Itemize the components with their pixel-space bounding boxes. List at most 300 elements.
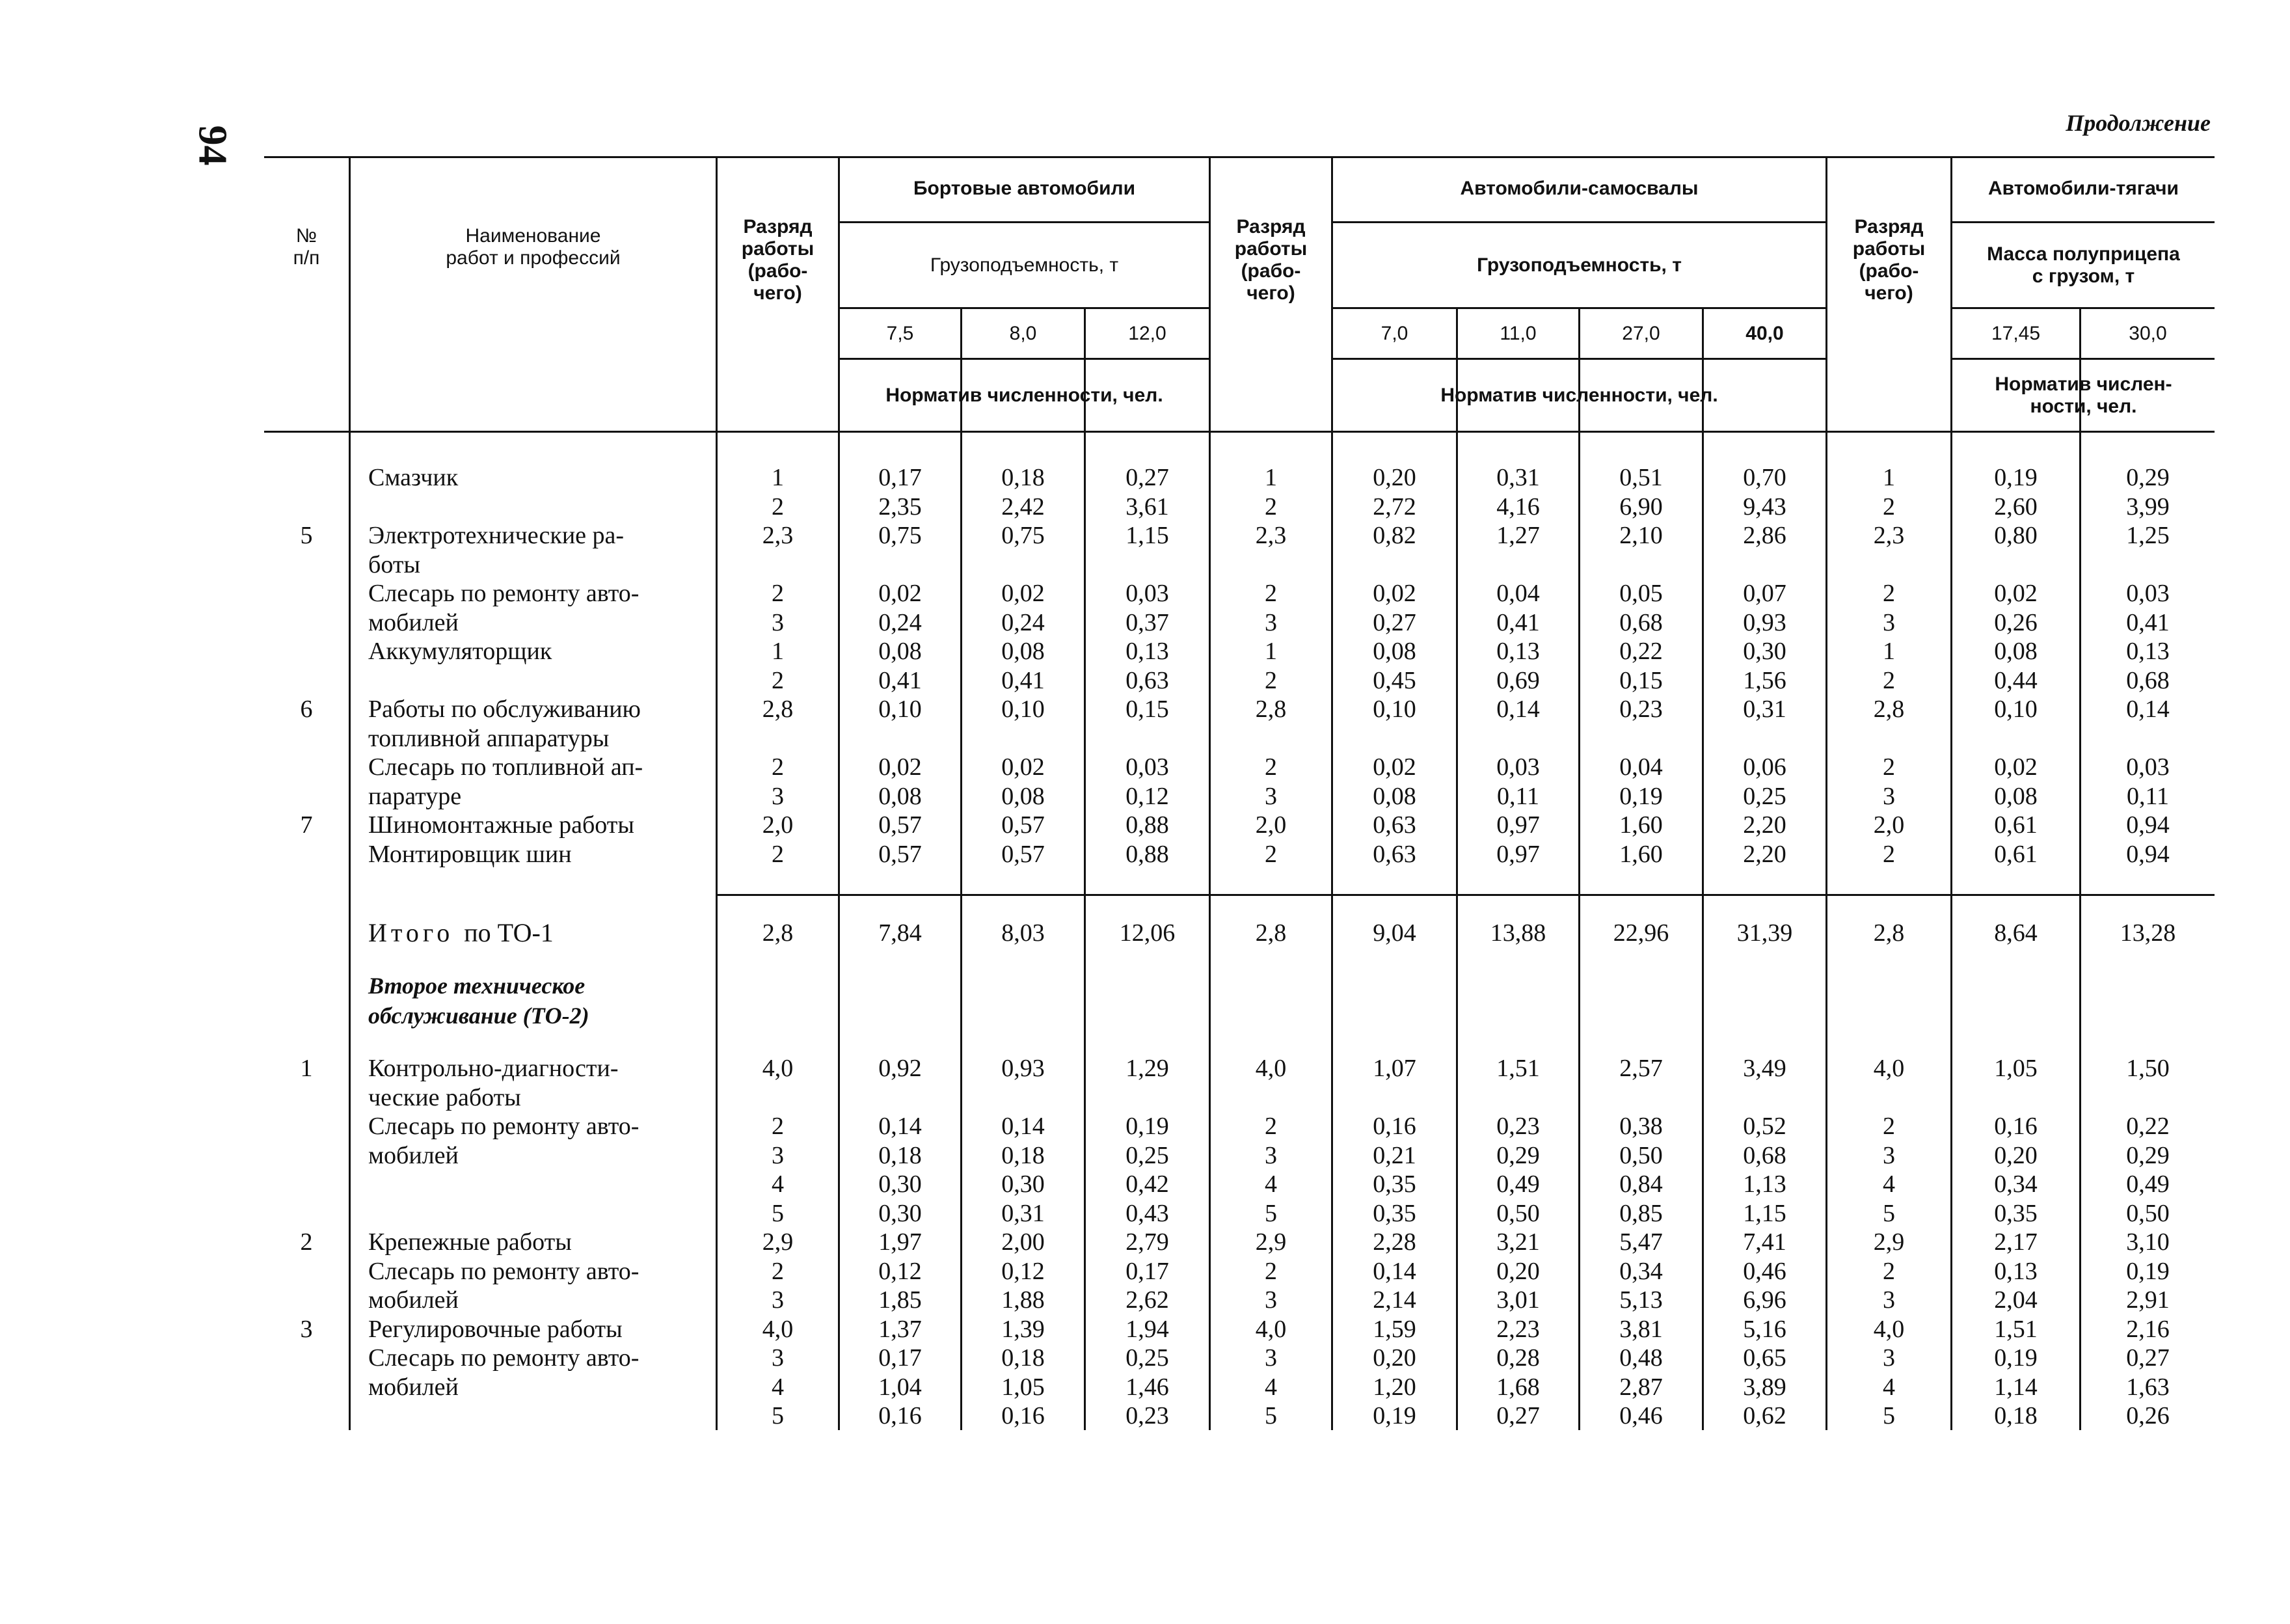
- value-cell: 0,82: [1373, 522, 1416, 549]
- value-cell: 0,57: [878, 811, 922, 839]
- rank-cell: 2,0: [762, 811, 794, 839]
- value-cell: 1,60: [1619, 811, 1663, 839]
- total-value: 31,39: [1736, 919, 1793, 947]
- header-group3-norm: Норматив числен- ности, чел.: [1995, 373, 2172, 417]
- value-cell: 0,50: [2126, 1199, 2170, 1227]
- rank-cell: 2: [1265, 493, 1277, 521]
- value-cell: 0,19: [1994, 464, 2038, 491]
- value-cell: 3,81: [1619, 1315, 1663, 1343]
- rank-cell: 4,0: [1255, 1315, 1287, 1343]
- rank-cell: 1: [1883, 464, 1895, 491]
- value-cell: 1,46: [1125, 1373, 1169, 1401]
- value-cell: 0,18: [878, 1141, 922, 1169]
- value-cell: 0,23: [1496, 1113, 1540, 1140]
- value-cell: 1,07: [1373, 1055, 1416, 1082]
- row-number: 2: [300, 1228, 313, 1256]
- value-cell: 1,60: [1619, 840, 1663, 868]
- value-cell: 0,57: [1001, 811, 1045, 839]
- rank-cell: 4: [772, 1171, 784, 1198]
- value-cell: 0,19: [1619, 782, 1663, 810]
- value-cell: 0,68: [1619, 608, 1663, 636]
- rank-cell: 2,0: [1873, 811, 1905, 839]
- value-cell: 0,10: [1001, 696, 1045, 723]
- value-cell: 0,02: [1001, 753, 1045, 781]
- value-cell: 0,48: [1619, 1344, 1663, 1372]
- rank-cell: 3: [1883, 1286, 1895, 1314]
- value-cell: 2,91: [2126, 1286, 2170, 1314]
- rank-cell: 2,9: [1255, 1228, 1287, 1256]
- rank-cell: 3: [772, 782, 784, 810]
- value-cell: 0,57: [1001, 840, 1045, 868]
- value-cell: 0,02: [1001, 580, 1045, 607]
- value-cell: 1,14: [1994, 1373, 2038, 1401]
- value-cell: 0,08: [1001, 782, 1045, 810]
- rank-cell: 5: [772, 1402, 784, 1429]
- value-cell: 2,57: [1619, 1055, 1663, 1082]
- work-name: Аккумуляторщик: [368, 638, 552, 665]
- value-cell: 3,01: [1496, 1286, 1540, 1314]
- value-cell: 2,79: [1125, 1228, 1169, 1256]
- value-cell: 9,43: [1743, 493, 1786, 521]
- value-cell: 0,03: [2126, 753, 2170, 781]
- rank-cell: 5: [1883, 1199, 1895, 1227]
- work-name: Слесарь по ремонту авто-: [368, 1113, 640, 1140]
- total-value: 12,06: [1119, 919, 1176, 947]
- value-cell: 0,22: [1619, 638, 1663, 665]
- work-name: мобилей: [368, 608, 459, 636]
- header-group1-col-1: 7,5: [886, 322, 914, 344]
- value-cell: 0,27: [2126, 1344, 2170, 1372]
- value-cell: 0,63: [1373, 811, 1416, 839]
- value-cell: 0,35: [1994, 1199, 2038, 1227]
- value-cell: 1,51: [1994, 1315, 2038, 1343]
- header-group3-col-2: 30,0: [2129, 322, 2167, 344]
- rank-cell: 1: [772, 464, 784, 491]
- value-cell: 1,13: [1743, 1171, 1786, 1198]
- row-number: 1: [300, 1055, 313, 1082]
- value-cell: 0,20: [1373, 464, 1416, 491]
- total-rank: 2,8: [762, 919, 794, 947]
- value-cell: 0,19: [1373, 1402, 1416, 1429]
- value-cell: 0,97: [1496, 840, 1540, 868]
- header-group2-col-3: 27,0: [1622, 322, 1660, 344]
- col-divider-name: [349, 156, 351, 1430]
- value-cell: 0,61: [1994, 811, 2038, 839]
- header-group2-col-1: 7,0: [1381, 322, 1408, 344]
- value-cell: 0,08: [1373, 638, 1416, 665]
- value-cell: 1,88: [1001, 1286, 1045, 1314]
- section-title-to2: Второе техническое обслуживание (ТО-2): [368, 973, 589, 1029]
- total-label-rest: по ТО-1: [464, 918, 554, 947]
- value-cell: 2,14: [1373, 1286, 1416, 1314]
- rank-cell: 2: [1265, 580, 1277, 607]
- rank-cell: 1: [1265, 464, 1277, 491]
- value-cell: 0,02: [1373, 753, 1416, 781]
- value-cell: 1,94: [1125, 1315, 1169, 1343]
- value-cell: 0,34: [1994, 1171, 2038, 1198]
- value-cell: 0,41: [878, 666, 922, 694]
- value-cell: 0,03: [1125, 753, 1169, 781]
- value-cell: 3,10: [2126, 1228, 2170, 1256]
- rank-cell: 2: [772, 666, 784, 694]
- value-cell: 0,13: [1496, 638, 1540, 665]
- header-group2-col-2: 11,0: [1500, 322, 1537, 344]
- value-cell: 0,29: [1496, 1141, 1540, 1169]
- value-cell: 2,28: [1373, 1228, 1416, 1256]
- value-cell: 1,50: [2126, 1055, 2170, 1082]
- header-rank-2: Разряд работы (рабо- чего): [1234, 216, 1308, 304]
- rank-cell: 3: [1265, 782, 1277, 810]
- value-cell: 0,19: [1125, 1113, 1169, 1140]
- value-cell: 0,34: [1619, 1257, 1663, 1285]
- value-cell: 0,16: [878, 1402, 922, 1429]
- value-cell: 0,07: [1743, 580, 1786, 607]
- total-value: 7,84: [878, 919, 922, 947]
- value-cell: 0,88: [1125, 811, 1169, 839]
- work-name: Шиномонтажные работы: [368, 811, 634, 839]
- rank-cell: 3: [1265, 1344, 1277, 1372]
- value-cell: 0,57: [878, 840, 922, 868]
- header-name: Наименование работ и профессий: [446, 225, 621, 269]
- value-cell: 1,59: [1373, 1315, 1416, 1343]
- rank-cell: 2,3: [1255, 522, 1287, 549]
- header-group1-sub: Грузоподъемность, т: [930, 254, 1119, 276]
- value-cell: 1,97: [878, 1228, 922, 1256]
- header-group2-col-4: 40,0: [1745, 322, 1784, 344]
- rank-cell: 2: [1883, 580, 1895, 607]
- rank-cell: 3: [1883, 1141, 1895, 1169]
- value-cell: 0,52: [1743, 1113, 1786, 1140]
- value-cell: 2,42: [1001, 493, 1045, 521]
- work-name: Крепежные работы: [368, 1228, 572, 1256]
- value-cell: 0,68: [2126, 666, 2170, 694]
- value-cell: 0,05: [1619, 580, 1663, 607]
- value-cell: 0,14: [878, 1113, 922, 1140]
- value-cell: 7,41: [1743, 1228, 1786, 1256]
- header-rank-1: Разряд работы (рабо- чего): [741, 216, 815, 304]
- work-name: Контрольно-диагности-: [368, 1055, 619, 1082]
- rank-cell: 4: [1265, 1373, 1277, 1401]
- value-cell: 0,93: [1001, 1055, 1045, 1082]
- value-cell: 0,03: [2126, 580, 2170, 607]
- value-cell: 0,62: [1743, 1402, 1786, 1429]
- page-number: 94: [190, 125, 235, 166]
- value-cell: 0,70: [1743, 464, 1786, 491]
- value-cell: 0,16: [1001, 1402, 1045, 1429]
- header-group2-sub: Грузоподъемность, т: [1477, 254, 1682, 276]
- value-cell: 0,46: [1743, 1257, 1786, 1285]
- value-cell: 2,04: [1994, 1286, 2038, 1314]
- rank-cell: 2: [1883, 666, 1895, 694]
- header-rank-3: Разряд работы (рабо- чего): [1852, 216, 1926, 304]
- row-number: 6: [300, 696, 313, 723]
- value-cell: 0,27: [1373, 608, 1416, 636]
- value-cell: 2,00: [1001, 1228, 1045, 1256]
- value-cell: 0,41: [1001, 666, 1045, 694]
- rank-cell: 2,8: [1255, 696, 1287, 723]
- rank-cell: 2,8: [1873, 696, 1905, 723]
- total-value: 22,96: [1613, 919, 1669, 947]
- value-cell: 0,12: [1001, 1257, 1045, 1285]
- value-cell: 0,50: [1619, 1141, 1663, 1169]
- value-cell: 0,27: [1125, 464, 1169, 491]
- value-cell: 0,19: [1994, 1344, 2038, 1372]
- value-cell: 0,29: [2126, 464, 2170, 491]
- value-cell: 0,20: [1994, 1141, 2038, 1169]
- value-cell: 0,31: [1496, 464, 1540, 491]
- value-cell: 1,85: [878, 1286, 922, 1314]
- value-cell: 0,75: [1001, 522, 1045, 549]
- value-cell: 1,05: [1001, 1373, 1045, 1401]
- value-cell: 0,24: [878, 608, 922, 636]
- value-cell: 3,49: [1743, 1055, 1786, 1082]
- rank-cell: 2: [1883, 753, 1895, 781]
- value-cell: 0,08: [1373, 782, 1416, 810]
- rank-cell: 2: [1883, 1257, 1895, 1285]
- total-label-word: Итого: [368, 918, 454, 947]
- value-cell: 4,16: [1496, 493, 1540, 521]
- rank-cell: 4,0: [762, 1055, 794, 1082]
- total-value: 13,88: [1490, 919, 1546, 947]
- total-value: 9,04: [1373, 919, 1416, 947]
- work-name: паратуре: [368, 782, 462, 810]
- value-cell: 0,11: [2126, 782, 2170, 810]
- rank-cell: 3: [772, 1141, 784, 1169]
- value-cell: 0,16: [1373, 1113, 1416, 1140]
- value-cell: 0,31: [1743, 696, 1786, 723]
- value-cell: 0,35: [1373, 1171, 1416, 1198]
- rank-cell: 3: [1883, 1344, 1895, 1372]
- value-cell: 2,20: [1743, 811, 1786, 839]
- value-cell: 0,04: [1619, 753, 1663, 781]
- rank-cell: 2,3: [1873, 522, 1905, 549]
- work-name: топливной аппаратуры: [368, 724, 610, 752]
- value-cell: 0,21: [1373, 1141, 1416, 1169]
- value-cell: 0,08: [1994, 782, 2038, 810]
- value-cell: 0,31: [1001, 1199, 1045, 1227]
- value-cell: 0,13: [2126, 638, 2170, 665]
- value-cell: 0,14: [2126, 696, 2170, 723]
- row-number: 3: [300, 1315, 313, 1343]
- header-group2-norm: Норматив численности, чел.: [1440, 384, 1718, 406]
- value-cell: 0,28: [1496, 1344, 1540, 1372]
- value-cell: 0,04: [1496, 580, 1540, 607]
- total-value: 8,03: [1001, 919, 1045, 947]
- value-cell: 0,10: [878, 696, 922, 723]
- value-cell: 0,18: [1994, 1402, 2038, 1429]
- value-cell: 5,13: [1619, 1286, 1663, 1314]
- rank-cell: 2: [772, 580, 784, 607]
- value-cell: 0,29: [2126, 1141, 2170, 1169]
- rank-cell: 2: [1883, 1113, 1895, 1140]
- work-name: Слесарь по ремонту авто-: [368, 1257, 640, 1285]
- value-cell: 0,49: [1496, 1171, 1540, 1198]
- value-cell: 0,43: [1125, 1199, 1169, 1227]
- value-cell: 0,23: [1619, 696, 1663, 723]
- norms-table: [264, 156, 2216, 1431]
- value-cell: 0,26: [1994, 608, 2038, 636]
- value-cell: 0,84: [1619, 1171, 1663, 1198]
- value-cell: 0,41: [1496, 608, 1540, 636]
- rank-cell: 2: [772, 753, 784, 781]
- value-cell: 0,24: [1001, 608, 1045, 636]
- value-cell: 0,80: [1994, 522, 2038, 549]
- rank-cell: 5: [1265, 1199, 1277, 1227]
- value-cell: 0,65: [1743, 1344, 1786, 1372]
- rank-cell: 2,3: [762, 522, 794, 549]
- rank-cell: 2: [1883, 840, 1895, 868]
- value-cell: 0,63: [1125, 666, 1169, 694]
- value-cell: 0,61: [1994, 840, 2038, 868]
- value-cell: 0,51: [1619, 464, 1663, 491]
- rank-cell: 2: [1265, 666, 1277, 694]
- value-cell: 2,17: [1994, 1228, 2038, 1256]
- value-cell: 0,15: [1619, 666, 1663, 694]
- value-cell: 0,06: [1743, 753, 1786, 781]
- value-cell: 1,05: [1994, 1055, 2038, 1082]
- work-name: Электротехнические ра-: [368, 522, 625, 549]
- rank-cell: 2: [1265, 753, 1277, 781]
- value-cell: 1,25: [2126, 522, 2170, 549]
- header-group1-col-2: 8,0: [1009, 322, 1037, 344]
- value-cell: 1,20: [1373, 1373, 1416, 1401]
- value-cell: 0,20: [1373, 1344, 1416, 1372]
- rank-cell: 5: [1265, 1402, 1277, 1429]
- rank-cell: 5: [1883, 1402, 1895, 1429]
- rank-cell: 2: [772, 493, 784, 521]
- value-cell: 0,69: [1496, 666, 1540, 694]
- value-cell: 0,63: [1373, 840, 1416, 868]
- value-cell: 0,03: [1496, 753, 1540, 781]
- value-cell: 1,15: [1743, 1199, 1786, 1227]
- total-rule: [716, 894, 2215, 896]
- value-cell: 1,27: [1496, 522, 1540, 549]
- value-cell: 0,30: [878, 1199, 922, 1227]
- work-name: мобилей: [368, 1141, 459, 1169]
- value-cell: 0,25: [1743, 782, 1786, 810]
- value-cell: 0,85: [1619, 1199, 1663, 1227]
- rank-cell: 2: [772, 1257, 784, 1285]
- value-cell: 0,93: [1743, 608, 1786, 636]
- value-cell: 0,12: [1125, 782, 1169, 810]
- rank-cell: 2,0: [1255, 811, 1287, 839]
- rank-cell: 4,0: [762, 1315, 794, 1343]
- value-cell: 0,14: [1001, 1113, 1045, 1140]
- value-cell: 2,16: [2126, 1315, 2170, 1343]
- value-cell: 0,02: [878, 753, 922, 781]
- value-cell: 0,12: [878, 1257, 922, 1285]
- value-cell: 0,14: [1496, 696, 1540, 723]
- header-group1-col-3: 12,0: [1128, 322, 1166, 344]
- value-cell: 0,41: [2126, 608, 2170, 636]
- row-number: 7: [300, 811, 313, 839]
- rank-cell: 2: [1265, 840, 1277, 868]
- value-cell: 0,30: [878, 1171, 922, 1198]
- value-cell: 0,13: [1125, 638, 1169, 665]
- rank-cell: 1: [1883, 638, 1895, 665]
- value-cell: 2,20: [1743, 840, 1786, 868]
- header-bottom-rule: [264, 431, 2215, 433]
- value-cell: 0,45: [1373, 666, 1416, 694]
- header-group3-col-1: 17,45: [1991, 322, 2041, 344]
- work-name: мобилей: [368, 1286, 459, 1314]
- rank-cell: 1: [1265, 638, 1277, 665]
- value-cell: 3,99: [2126, 493, 2170, 521]
- work-name: Работы по обслуживанию: [368, 696, 641, 723]
- rank-cell: 2: [772, 840, 784, 868]
- value-cell: 0,25: [1125, 1344, 1169, 1372]
- value-cell: 0,30: [1743, 638, 1786, 665]
- work-name: мобилей: [368, 1373, 459, 1401]
- total-value: 8,64: [1994, 919, 2038, 947]
- value-cell: 0,38: [1619, 1113, 1663, 1140]
- value-cell: 0,17: [1125, 1257, 1169, 1285]
- value-cell: 0,13: [1994, 1257, 2038, 1285]
- rank-cell: 4,0: [1873, 1315, 1905, 1343]
- value-cell: 0,08: [878, 638, 922, 665]
- value-cell: 0,26: [2126, 1402, 2170, 1429]
- value-cell: 6,96: [1743, 1286, 1786, 1314]
- value-cell: 1,63: [2126, 1373, 2170, 1401]
- value-cell: 3,21: [1496, 1228, 1540, 1256]
- header-group1-norm: Норматив численности, чел.: [885, 384, 1163, 406]
- total-rank: 2,8: [1873, 919, 1905, 947]
- value-cell: 0,20: [1496, 1257, 1540, 1285]
- value-cell: 0,17: [878, 1344, 922, 1372]
- work-name: ческие работы: [368, 1083, 521, 1111]
- value-cell: 0,23: [1125, 1402, 1169, 1429]
- value-cell: 3,89: [1743, 1373, 1786, 1401]
- rank-cell: 2,8: [762, 696, 794, 723]
- rank-cell: 3: [772, 1344, 784, 1372]
- value-cell: 1,56: [1743, 666, 1786, 694]
- rank-cell: 2,9: [762, 1228, 794, 1256]
- value-cell: 0,17: [878, 464, 922, 491]
- value-cell: 2,10: [1619, 522, 1663, 549]
- value-cell: 0,02: [1373, 580, 1416, 607]
- value-cell: 0,22: [2126, 1113, 2170, 1140]
- value-cell: 0,35: [1373, 1199, 1416, 1227]
- header-group3-sub: Масса полуприцепа с грузом, т: [1987, 243, 2180, 287]
- value-cell: 1,29: [1125, 1055, 1169, 1082]
- value-cell: 1,39: [1001, 1315, 1045, 1343]
- value-cell: 0,02: [1994, 753, 2038, 781]
- rank-cell: 1: [772, 638, 784, 665]
- value-cell: 0,08: [1001, 638, 1045, 665]
- rank-cell: 5: [772, 1199, 784, 1227]
- header-group2-title: Автомобили-самосвалы: [1460, 178, 1699, 199]
- value-cell: 0,02: [878, 580, 922, 607]
- value-cell: 0,18: [1001, 1141, 1045, 1169]
- value-cell: 0,46: [1619, 1402, 1663, 1429]
- value-cell: 0,37: [1125, 608, 1169, 636]
- work-name: Слесарь по ремонту авто-: [368, 580, 640, 607]
- value-cell: 2,62: [1125, 1286, 1169, 1314]
- value-cell: 0,97: [1496, 811, 1540, 839]
- rank-cell: 2: [1265, 1257, 1277, 1285]
- value-cell: 0,11: [1496, 782, 1540, 810]
- value-cell: 0,49: [2126, 1171, 2170, 1198]
- value-cell: 1,04: [878, 1373, 922, 1401]
- value-cell: 0,15: [1125, 696, 1169, 723]
- work-name: боты: [368, 550, 420, 578]
- rank-cell: 4: [1265, 1171, 1277, 1198]
- value-cell: 0,10: [1373, 696, 1416, 723]
- value-cell: 0,14: [1373, 1257, 1416, 1285]
- work-name: Слесарь по ремонту авто-: [368, 1344, 640, 1372]
- work-name: Слесарь по топливной ап-: [368, 753, 643, 781]
- work-name: Регулировочные работы: [368, 1315, 623, 1343]
